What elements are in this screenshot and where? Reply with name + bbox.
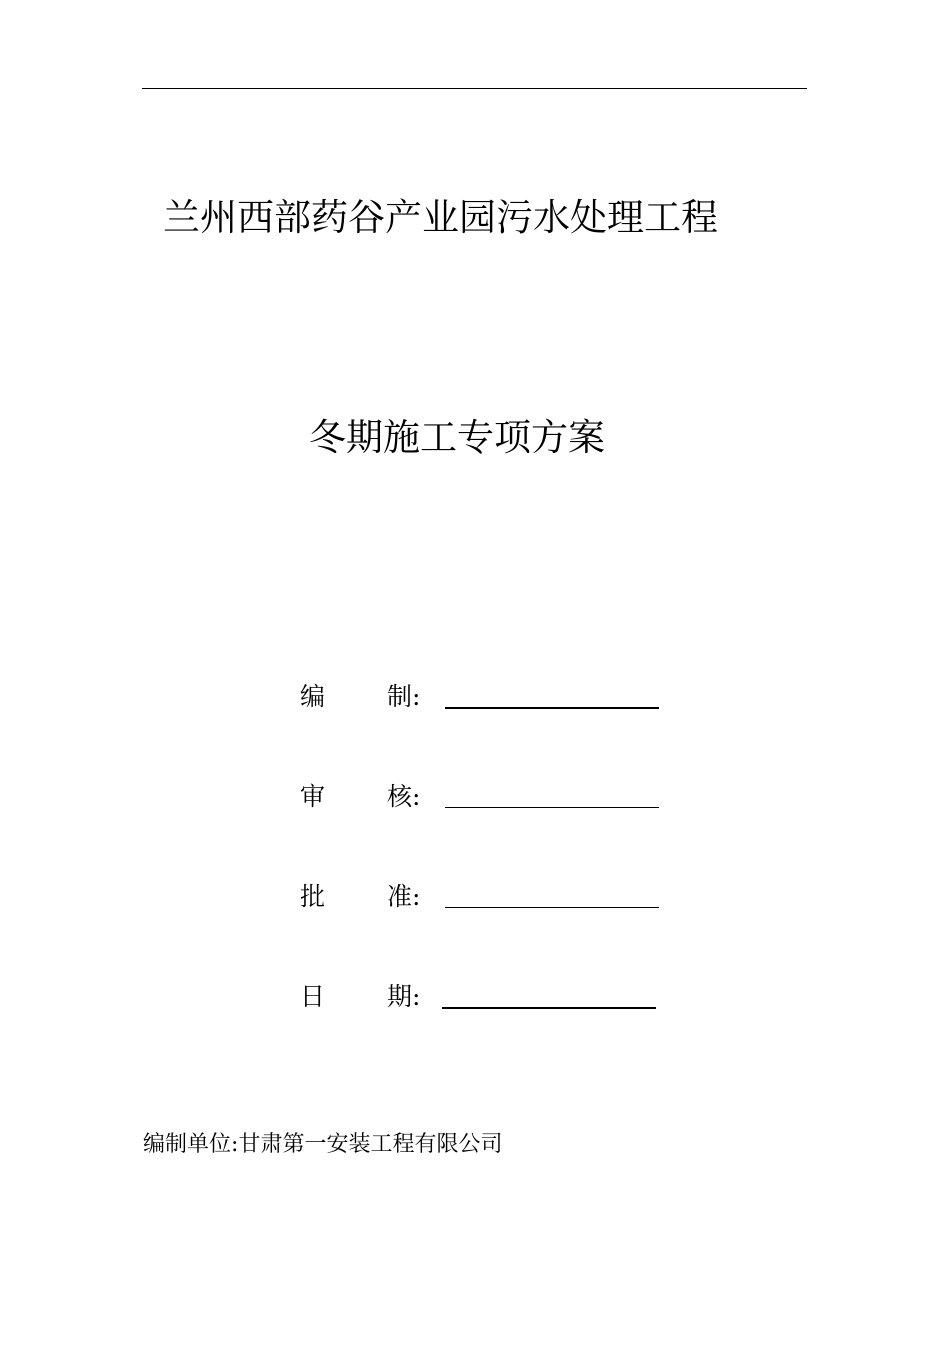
document-title: 冬期施工专项方案 bbox=[309, 416, 605, 459]
signature-blank-line bbox=[442, 1007, 656, 1009]
signature-colon: : bbox=[412, 782, 421, 811]
signature-blank-line bbox=[445, 707, 659, 709]
signature-blank-line bbox=[445, 807, 659, 808]
signature-label-char-2: 期 bbox=[387, 982, 413, 1011]
signature-row-reviewed-by bbox=[300, 780, 670, 814]
signature-row-date bbox=[300, 980, 670, 1014]
project-title: 兰州西部药谷产业园污水处理工程 bbox=[163, 196, 718, 239]
signature-label-char-1: 批 bbox=[300, 882, 326, 911]
signature-colon: : bbox=[412, 682, 421, 711]
signature-label-char-2: 制 bbox=[387, 682, 413, 711]
signature-colon: : bbox=[412, 982, 421, 1011]
compiling-organization bbox=[143, 1130, 502, 1160]
signature-row-approved-by bbox=[300, 880, 670, 914]
signature-label-char-2: 准 bbox=[387, 882, 413, 911]
org-name: 甘肃第一安装工程有限公司 bbox=[238, 1132, 503, 1157]
signature-label-char-1: 审 bbox=[300, 782, 326, 811]
org-colon: : bbox=[231, 1132, 239, 1157]
org-label: 编制单位 bbox=[143, 1132, 232, 1157]
signature-row-compiled-by bbox=[300, 680, 670, 714]
signature-blank-line bbox=[445, 907, 659, 908]
signature-label-char-2: 核 bbox=[387, 782, 413, 811]
signature-colon: : bbox=[412, 882, 421, 911]
header-rule bbox=[142, 88, 807, 89]
signature-label-char-1: 编 bbox=[300, 682, 326, 711]
signature-label-char-1: 日 bbox=[300, 982, 326, 1011]
